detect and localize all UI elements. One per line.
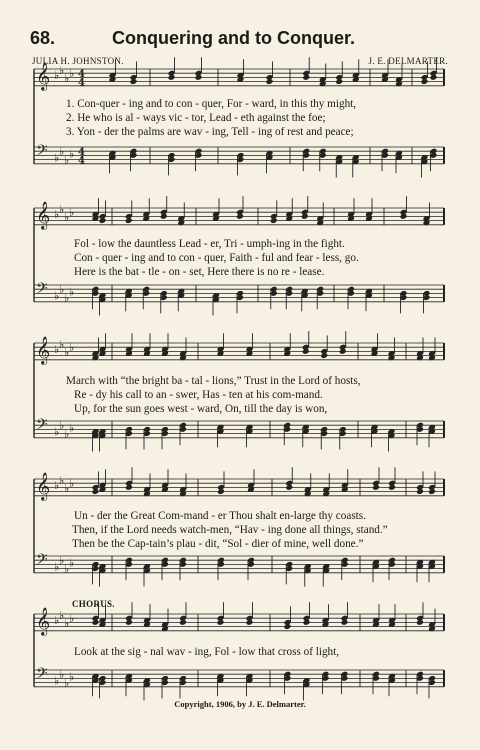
notehead [92,619,100,626]
notehead [125,484,133,491]
notehead [301,213,309,220]
notehead [320,352,328,359]
flat-sign: ♭ [59,145,65,159]
flat-sign: ♭ [69,285,75,299]
time-signature-bottom: 4 [78,77,85,89]
lyric-line: Un - der the Great Com-mand - er Thou shalt en-large thy coasts. [74,510,366,522]
flat-sign: ♭ [59,668,65,682]
flat-sign: ♭ [54,674,60,688]
chorus-label: CHORUS. [72,599,115,609]
notehead [270,217,278,224]
lyric-line: Then be the Cap-tain’s plau - dit, “Sol - dier of mine, well done.” [72,538,364,550]
notehead [125,619,133,626]
bass-clef: 𝄢 [36,551,48,572]
notehead [428,488,436,495]
flat-sign: ♭ [69,476,75,490]
flat-sign: ♭ [59,338,65,352]
flat-sign: ♭ [64,291,70,305]
flat-sign: ♭ [54,479,60,492]
notehead [160,213,168,220]
notehead [339,348,347,355]
time-signature-top: 4 [78,68,85,80]
lyric-line: Up, for the sun goes west - ward, On, till the day is won, [74,403,328,415]
bass-clef: 𝄢 [36,142,48,163]
flat-sign: ♭ [69,556,75,570]
notehead [217,488,225,495]
bass-clef: 𝄢 [36,416,48,437]
notehead [99,217,107,224]
flat-sign: ♭ [64,482,70,496]
notehead [217,619,225,626]
hymn-number: 68. [30,28,56,48]
bass-clef: 𝄢 [36,280,48,301]
lyric-line: 2. He who is al - ways vic - tor, Lead - eth against the foe; [66,112,326,124]
notehead [130,78,138,85]
notehead [266,78,274,85]
time-signature-bottom: 4 [78,155,85,167]
notehead [388,484,396,491]
flat-sign: ♭ [69,340,75,354]
flat-sign: ♭ [54,69,60,82]
flat-sign: ♭ [59,609,65,623]
lyric-line: Here is the bat - tle - on - set, Here there is no re - lease. [74,266,325,278]
notehead [302,348,310,355]
flat-sign: ♭ [59,203,65,217]
notehead [430,74,438,81]
flat-sign: ♭ [64,153,70,167]
flat-sign: ♭ [69,670,75,684]
notehead [421,78,429,85]
flat-sign: ♭ [54,614,60,627]
notehead [92,488,100,495]
flat-sign: ♭ [54,343,60,356]
flat-sign: ♭ [64,211,70,225]
notehead [372,484,380,491]
flat-sign: ♭ [64,562,70,576]
flat-sign: ♭ [59,64,65,78]
notehead [285,484,293,491]
flat-sign: ♭ [69,147,75,161]
flat-sign: ♭ [59,554,65,568]
flat-sign: ♭ [64,427,70,441]
flat-sign: ♭ [69,421,75,435]
flat-sign: ♭ [64,676,70,690]
lyric-line: Fol - low the dauntless Lead - er, Tri - umph-ing in the fight. [74,238,345,250]
flat-sign: ♭ [64,617,70,631]
flat-sign: ♭ [59,283,65,297]
lyric-line: 1. Con-quer - ing and to con - quer, For - ward, in this thy might, [66,98,357,110]
flat-sign: ♭ [64,72,70,86]
lyric-line: Look at the sig - nal wav - ing, Fol - low that cross of light, [74,646,340,658]
bass-clef: 𝄢 [36,665,48,686]
treble-clef: 𝄞 [36,607,51,635]
lyric-line: March with “the bright ba - tal - lions,” Trust in the Lord of hosts, [66,375,361,387]
treble-clef: 𝄞 [36,201,51,229]
composer-credit: J. E. DELMARTER. [368,56,448,66]
notehead [302,74,310,81]
flat-sign: ♭ [69,611,75,625]
flat-sign: ♭ [64,346,70,360]
lyric-line: Re - dy his call to an - swer, Has - ten at his com-mand. [74,389,323,401]
lyric-line: Con - quer - ing and to con - quer, Faith - ful and fear - less, go. [74,252,359,264]
treble-clef: 𝄞 [36,62,51,90]
treble-clef: 𝄞 [36,336,51,364]
flat-sign: ♭ [59,474,65,488]
flat-sign: ♭ [54,289,60,303]
notehead [246,619,254,626]
hymn-title: Conquering and to Conquer. [112,28,355,48]
notehead [236,213,244,220]
flat-sign: ♭ [69,205,75,219]
flat-sign: ♭ [54,208,60,221]
time-signature-top: 4 [78,146,85,158]
flat-sign: ♭ [54,425,60,439]
notehead [195,74,203,81]
notehead [168,74,176,81]
flat-sign: ♭ [54,151,60,165]
notehead [400,213,408,220]
author-credit: JULIA H. JOHNSTON. [32,56,124,66]
flat-sign: ♭ [69,66,75,80]
notehead [335,78,343,85]
notehead [303,619,311,626]
notehead [416,488,424,495]
lyric-line: 3. Yon - der the palms are wav - ing, Tell - ing of rest and peace; [66,126,354,138]
copyright-notice: Copyright, 1906, by J. E. Delmarter. [174,699,306,709]
lyric-line: Then, if the Lord needs watch-men, “Hav - ing done all things, stand.” [72,524,388,536]
notehead [341,619,349,626]
notehead [125,217,133,224]
notehead [284,623,292,630]
flat-sign: ♭ [59,419,65,433]
notehead [179,619,187,626]
flat-sign: ♭ [54,560,60,574]
notehead [416,619,424,626]
treble-clef: 𝄞 [36,472,51,500]
